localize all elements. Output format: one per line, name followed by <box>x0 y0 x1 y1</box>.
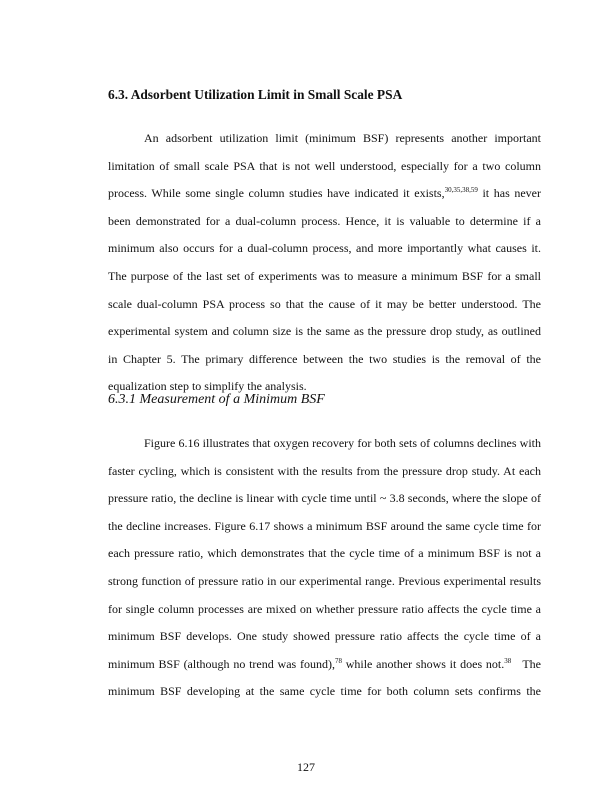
text-line: in Chapter 5. The primary difference between the two studies is the removal of the <box>108 351 541 366</box>
text-line: The purpose of the last set of experiments was to measure a minimum BSF for a small <box>108 268 541 283</box>
text-line: been demonstrated for a dual-column process. Hence, it is valuable to determine if a <box>108 213 541 228</box>
paragraph-1 <box>108 131 541 407</box>
text-segment: The <box>511 656 541 671</box>
text-line: limitation of small scale PSA that is not well understood, especially for a two column <box>108 158 541 173</box>
text-line: scale dual-column PSA process so that the cause of it may be better understood. The <box>108 296 541 311</box>
text-line: experimental system and column size is the same as the pressure drop study, as outlined <box>108 324 541 339</box>
text-line <box>108 657 541 685</box>
citation: 78 <box>334 656 342 665</box>
text-line: pressure ratio, the decline is linear with cycle time until ~ 3.8 seconds, where the slope of <box>108 491 541 506</box>
text-line: each pressure ratio, which demonstrates that the cycle time of a minimum BSF is not a <box>108 546 541 561</box>
section-heading: 6.3. Adsorbent Utilization Limit in Small Scale PSA <box>108 87 403 102</box>
subsection-heading: 6.3.1 Measurement of a Minimum BSF <box>108 392 325 407</box>
text-line: minimum BSF developing at the same cycle time for both column sets confirms the <box>108 684 541 699</box>
text-line: faster cycling, which is consistent with the results from the pressure drop study. At each <box>108 463 541 478</box>
paragraph-2 <box>108 436 541 712</box>
text-line: strong function of pressure ratio in our experimental range. Previous experimental results <box>108 573 541 588</box>
text-line: for single column processes are mixed on whether pressure ratio affects the cycle time a <box>108 601 541 616</box>
text-line: minimum also occurs for a dual-column process, and more importantly what causes it. <box>108 241 541 256</box>
citation: 38 <box>504 656 512 665</box>
text-line: Figure 6.16 illustrates that oxygen recovery for both sets of columns declines with <box>144 436 541 450</box>
text-segment: it has never <box>477 186 542 201</box>
text-line <box>108 186 541 214</box>
citation: 30,35,38,59 <box>444 186 478 195</box>
text-segment: process. While some single column studies have indicated it exists, <box>108 186 445 201</box>
text-line: the decline increases. Figure 6.17 shows a minimum BSF around the same cycle time for <box>108 518 541 533</box>
page-number: 127 <box>297 760 315 774</box>
text-line: minimum BSF develops. One study showed pressure ratio affects the cycle time of a <box>108 629 541 644</box>
text-segment: minimum BSF (although no trend was found), <box>108 656 335 671</box>
text-line: equalization step to simplify the analysis. <box>108 379 307 394</box>
text-segment: while another shows it does not. <box>341 656 505 671</box>
text-line: An adsorbent utilization limit (minimum BSF) represents another important <box>144 131 541 145</box>
